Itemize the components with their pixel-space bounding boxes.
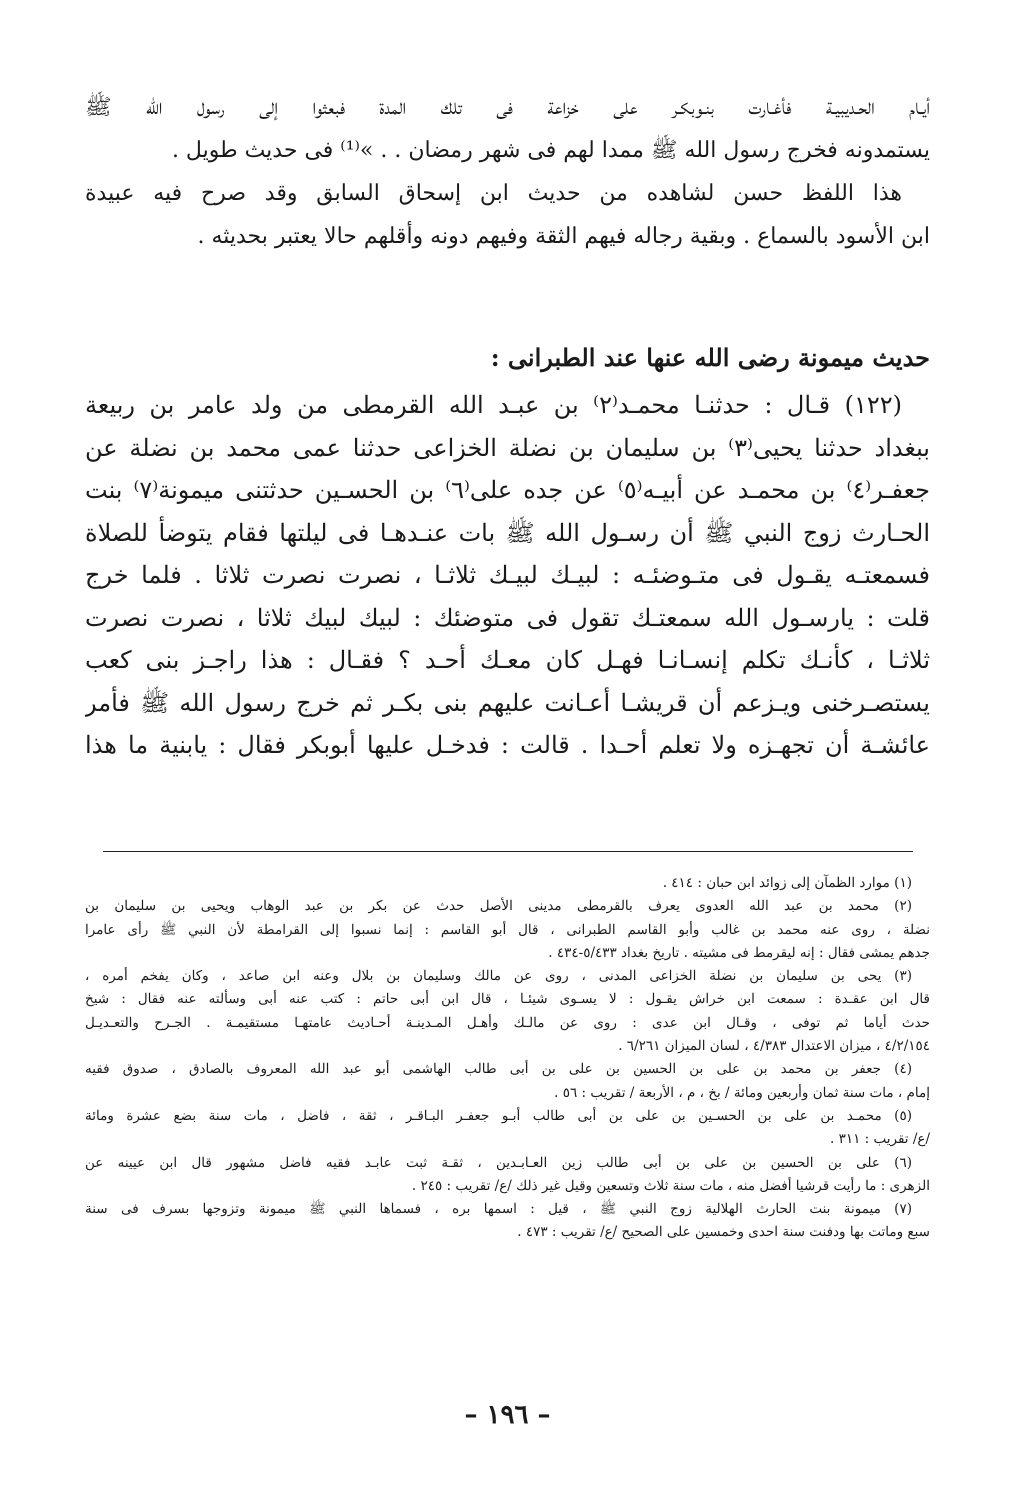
footnote-line: جدهم يمشى فقال : إنه ليقرمط فى مشيته . تاريخ بغداد ٥/٤٣٣-٤٣٤ . bbox=[548, 944, 930, 961]
text-line: (١٢٢) قـال : حدثنـا محمـد⁽٢⁾ بن عبـد الله القرمطى من ولد عامر بن ربيعة bbox=[85, 391, 902, 419]
section-heading: حديث ميمونة رضى الله عنها عند الطبرانى : bbox=[490, 343, 930, 372]
text-line: يستصـرخنى ويـزعم أن قريشـا أعـانت عليهم بنى بكـر ثم خرج رسول الله ﷺ فأمر bbox=[85, 688, 930, 717]
hadith-text bbox=[85, 384, 930, 767]
footnote-line: /ع/ تقريب : ٣١١ . bbox=[830, 1131, 930, 1148]
text-line: فسمعتـه يقـول فى متـوضئـه : لبيـك لبيـك ثلاثـا ، نصرت نصرت ثلاثا . فلما خرج bbox=[85, 561, 930, 589]
footnote-line: (٧) ميمونة بنت الحارث الهلالية زوج النبي ﷺ ، قيل : اسمها بره ، فسماها النبي ﷺ ميمونة وتزوجها بسرف فى سنة bbox=[85, 1201, 912, 1218]
page-number: – ١٩٦ – bbox=[464, 1400, 551, 1430]
text-line: الحـارث زوج النبي ﷺ أن رسـول الله ﷺ بات عنـدهـا فى ليلتها فقام يتوضأ للصلاة bbox=[85, 518, 930, 547]
footnote-line: (٣) يحى بن سليمان بن نضلة الخزاعى المدنى ، روى عن مالك وسليمان بن بلال وعنه ابن صاعد ، وكان يفخم أمره ، bbox=[85, 968, 912, 985]
footnote-line: (٢) محمد بن عبد الله العدوى يعرف بالقرمطى مدينى الأصل حدث عن بكر بن عبد الوهاب ويحيى بن سليمان بن bbox=[85, 898, 912, 915]
footnote-line: سبع وماتت بها ودفنت سنة احدى وخمسين على الصحيح /ع/ تقريب : ٤٧٣ . bbox=[517, 1224, 930, 1241]
text-line: جعفـر⁽٤⁾ بن محمـد عن أبيـه⁽٥⁾ عن جده على⁽٦⁾ بن الحسـين حدثتنى ميمونة⁽٧⁾ بنت bbox=[85, 476, 930, 504]
footnote-line: قال ابن عقـدة : سمعت ابن خراش يقـول : لا يسـوى شيئـا ، قال ابن أبى حاتم : كتب عنه أبى وسألته عنه فقال : شيخ bbox=[85, 991, 930, 1008]
text-line: أيـام الحـديبيـة فأغـارت بنـوبكـر على خزاعة فى تلك المدة فبعثوا إلى رسول الله ﷺ bbox=[85, 95, 930, 120]
text-line: ثلاثـا ، كأنـك تكلم إنسـانـا فهـل كان معـك أحـد ؟ فقـال : هذا راجـز بنى كعب bbox=[85, 646, 930, 674]
footnotes bbox=[85, 872, 930, 1245]
footnote-line: نضلة ، روى عنه محمد بن غالب وأبو القاسم الطبرانى ، قال أبو القاسم : إنما نسبوا إلى القرامطة لأن النبي ﷺ رأى عامرا bbox=[85, 921, 930, 938]
footnote-line: (١) موارد الظمآن إلى زوائد ابن حبان : ٤١٤ . bbox=[662, 875, 912, 891]
text-line: يستمدونه فخرج رسول الله ﷺ ممدا لهم فى شهر رمضان . . »⁽¹⁾ فى حديث طويل . bbox=[171, 138, 930, 163]
footnote-line: (٦) على بن الحسين بن على بن أبى طالب زين العـابـدين ، ثقـة ثبت عابـد فقيه فاضل مشهور قال ابن عيينه عن bbox=[85, 1154, 912, 1171]
text-line: قلت : يارسـول الله سمعتـك تقول فى متوضئك : لبيك لبيك ثلاثا ، نصرت نصرت bbox=[85, 603, 930, 632]
footnote-line: (٥) محمـد بن على بن الحسـين بن على بن أبى طالب أبـو جعفـر البـاقـر ، ثقة ، فاضل ، مات سنة بضع عشرة ومائة bbox=[85, 1107, 912, 1124]
text-line: ببغداد حدثنا يحيى⁽٣⁾ بن سليمان بن نضلة الخزاعى حدثنا عمى محمد بن نضلة عن bbox=[85, 433, 930, 462]
text-line: عائشـة أن تجهـزه ولا تعلم أحـدا . قالت : فدخـل عليها أبوبكر فقال : يابنية ما هذا bbox=[85, 731, 930, 759]
footnote-line: ٤/٢/١٥٤ ، ميزان الاعتدال ٤/٣٨٣ ، لسان الميزان ٦/٢٦١ . bbox=[618, 1038, 930, 1055]
text-line: ابن الأسود بالسماع . وبقية رجاله فيهم الثقة وفيهم دونه وأقلهم حالا يعتبر بحديثه . bbox=[197, 224, 930, 249]
text-line: هذا اللفظ حسن لشاهده من حديث ابن إسحاق السابق وقد صرح فيه عبيدة bbox=[85, 181, 902, 206]
footnote-line: حدث أياما ثم توفى ، وقـال ابن عدى : روى عن مالـك وأهـل المـدينـة أحـاديث عامتهـا مستقيمـة . الجـرح والتعـديـل bbox=[85, 1014, 930, 1031]
footnote-line: (٤) جعفر بن محمد بن على بن الحسين بن على بن أبى طالب الهاشمى أبو عبد الله المعروف بالصادق ، صدوق فقيه bbox=[85, 1061, 912, 1078]
footnote-separator bbox=[103, 851, 913, 852]
footnote-line: إمام ، مات سنة ثمان وأربعين ومائة / بخ ، م ، الأربعة / تقريب : ٥٦ . bbox=[554, 1084, 930, 1101]
footnote-line: الزهرى : ما رأيت قرشيا أفضل منه ، مات سنة ثلاث وتسعين وقيل غير ذلك /ع/ تقريب : ٢٤٥ . bbox=[411, 1177, 930, 1194]
intro-paragraph bbox=[85, 86, 930, 258]
